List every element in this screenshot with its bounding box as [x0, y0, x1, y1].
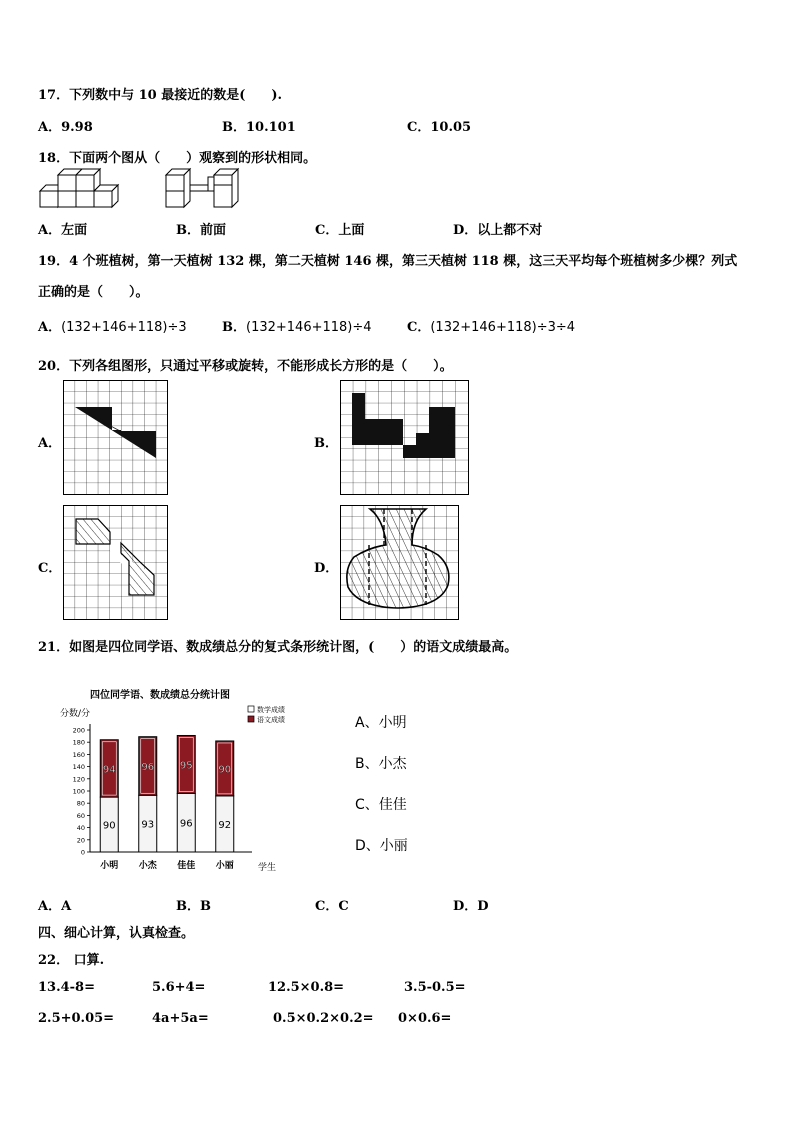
legend-swatch-math	[248, 706, 254, 712]
q19-option-a-expr: (132+146+118)÷3	[61, 320, 187, 335]
q21-side-option-d: D、小丽	[355, 838, 408, 854]
bar-label-math: 96	[179, 818, 193, 830]
y-tick-label: 100	[72, 787, 85, 796]
q19-option-b	[222, 316, 372, 335]
q21-option-b: B．B	[176, 899, 211, 914]
y-tick-label: 0	[80, 848, 85, 857]
q20-figure-d	[340, 505, 460, 621]
chart-ylabel: 分数/分	[60, 709, 91, 719]
q20-figure-a	[63, 380, 169, 496]
y-tick-label: 180	[72, 738, 85, 747]
q19-option-c-expr: (132+146+118)÷3÷4	[430, 320, 576, 335]
q18-option-d: D．以上都不对	[453, 223, 543, 238]
q17-stem: 17．下列数中与 10 最接近的数是( ).	[38, 88, 283, 103]
calc-item: 12.5×0.8=	[268, 980, 345, 995]
q18-option-c: C．上面	[315, 223, 365, 238]
legend-label-chinese: 语文成绩	[257, 716, 285, 724]
q19-option-a-label: A．	[38, 320, 62, 335]
q18-option-b: B．前面	[176, 223, 226, 238]
q20-label-a: A．	[38, 436, 62, 451]
y-tick-label: 80	[76, 799, 85, 808]
q19-stem-line1: 19．4 个班植树，第一天植树 132 棵，第二天植树 146 棵，第三天植树 118 棵，这三天平均每个班植树多少棵？列式	[38, 254, 738, 269]
q19-option-c	[407, 316, 575, 335]
x-tick-label: 佳佳	[177, 861, 196, 871]
q21-side-option-a: A、小明	[355, 715, 407, 731]
calc-item: 0.5×0.2×0.2=	[273, 1011, 374, 1026]
q19-option-c-label: C．	[407, 320, 431, 335]
bar-label-chinese: 94	[102, 764, 116, 776]
calc-item: 3.5-0.5=	[404, 980, 466, 995]
q20-label-d: D．	[314, 561, 339, 576]
y-tick-label: 40	[76, 824, 85, 833]
q19-option-b-label: B．	[222, 320, 246, 335]
chart-title: 四位同学语、数成绩总分统计图	[90, 690, 230, 701]
q21-side-option-c: C、佳佳	[355, 797, 407, 813]
y-tick-label: 200	[72, 726, 85, 735]
chart-xlabel: 学生	[258, 863, 277, 873]
q18-option-a: A．左面	[38, 223, 88, 238]
calc-item: 5.6+4=	[152, 980, 206, 995]
q21-option-c: C．C	[315, 899, 349, 914]
q17-option-c: C．10.05	[407, 120, 472, 135]
q21-option-a: A．A	[38, 899, 72, 914]
calc-item: 13.4-8=	[38, 980, 95, 995]
q20-label-b: B．	[314, 436, 338, 451]
y-tick-label: 120	[72, 775, 85, 784]
q19-stem-line2: 正确的是（ ）。	[38, 285, 149, 300]
x-tick-label: 小明	[100, 861, 119, 871]
q18-stem: 18．下面两个图从（ ）观察到的形状相同。	[38, 151, 317, 166]
x-tick-label: 小杰	[138, 861, 157, 871]
bar-label-chinese: 90	[218, 764, 232, 776]
calc-item: 2.5+0.05=	[38, 1011, 115, 1026]
y-tick-label: 60	[76, 811, 85, 820]
bar-label-math: 90	[102, 820, 116, 832]
calc-item: 0×0.6=	[398, 1011, 452, 1026]
section4-heading: 四、细心计算，认真检查。	[38, 926, 195, 941]
q20-stem: 20．下列各组图形，只通过平移或旋转，不能形成长方形的是（ ）。	[38, 359, 453, 374]
q21-stem: 21．如图是四位同学语、数成绩总分的复式条形统计图，( ）的语文成绩最高。	[38, 640, 518, 655]
q18-cube-figures	[38, 167, 248, 211]
q21-side-option-b: B、小杰	[355, 756, 407, 772]
legend-label-math: 数学成绩	[257, 706, 285, 714]
y-tick-label: 20	[76, 836, 85, 845]
y-tick-label: 160	[72, 750, 85, 759]
legend-swatch-chinese	[248, 716, 254, 722]
q21-option-d: D．D	[453, 899, 489, 914]
q20-figure-c	[63, 505, 169, 621]
bar-label-chinese: 96	[141, 761, 155, 773]
q20-label-c: C．	[38, 561, 62, 576]
x-tick-label: 小丽	[215, 861, 234, 871]
q17-option-b: B．10.101	[222, 120, 296, 135]
y-tick-label: 140	[72, 763, 85, 772]
cube-figure-right	[166, 169, 238, 207]
bar-label-chinese: 95	[179, 760, 193, 772]
stacked-bar-chart	[56, 700, 286, 880]
q22-stem: 22． 口算.	[38, 953, 105, 968]
q19-option-b-expr: (132+146+118)÷4	[246, 320, 372, 335]
q17-option-a: A．9.98	[38, 120, 93, 135]
cube-figure-left	[40, 169, 118, 207]
q19-option-a	[38, 316, 187, 335]
bar-label-math: 92	[218, 819, 232, 831]
q20-figure-b	[340, 380, 470, 496]
calc-item: 4a+5a=	[152, 1011, 209, 1026]
bar-label-math: 93	[141, 819, 155, 831]
